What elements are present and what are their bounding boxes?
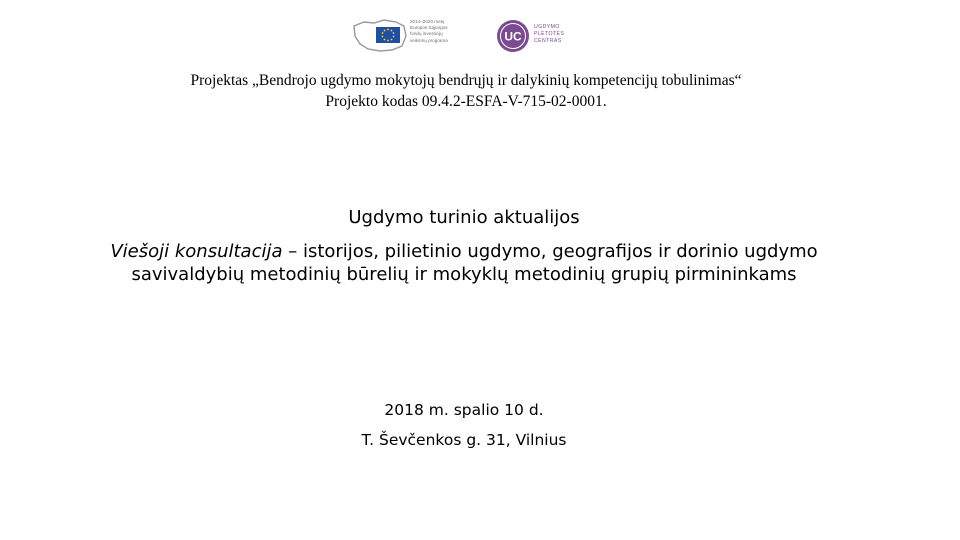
eu-logo-line: fondų investicijų — [410, 31, 443, 37]
upc-circle-icon — [496, 16, 530, 56]
upc-logo — [496, 16, 586, 56]
lithuania-map-flag-icon — [350, 16, 410, 56]
upc-logo-line: CENTRAS — [534, 38, 562, 44]
event-address: T. Ševčenkos g. 31, Vilnius — [361, 431, 567, 449]
upc-logo-line: UGDYMO — [534, 24, 560, 30]
slide-subtitle — [110, 240, 818, 286]
eu-funds-logo-text — [410, 19, 470, 44]
project-title: Projektas „Bendrojo ugdymo mokytojų bendrųjų ir dalykinių kompetencijų tobulinimas“ — [190, 72, 742, 89]
subtitle-emphasis: Viešoji konsultacija — [110, 241, 283, 262]
eu-logo-line: Europos Sąjungos — [410, 25, 448, 31]
eu-funds-logo — [350, 16, 468, 56]
upc-logo-line: PLĖTOTĖS — [534, 31, 565, 37]
eu-logo-line: veiksmų programa — [410, 37, 448, 43]
project-header — [0, 70, 932, 112]
upc-logo-text — [534, 24, 564, 45]
upc-mark: UC — [504, 29, 522, 44]
eu-logo-line: 2014–2020 metų — [410, 19, 445, 24]
subtitle-text: – istorijos, pilietinio ugdymo, geografijos ir dorinio ugdymo savivaldybių metodinių būrelių ir mokyklų metodinių grupių pirmininkams — [131, 241, 818, 285]
project-code: Projekto kodas 09.4.2-ESFA-V-715-02-0001. — [325, 93, 607, 110]
slide-title: Ugdymo turinio aktualijos — [348, 207, 580, 228]
event-date: 2018 m. spalio 10 d. — [384, 401, 544, 419]
